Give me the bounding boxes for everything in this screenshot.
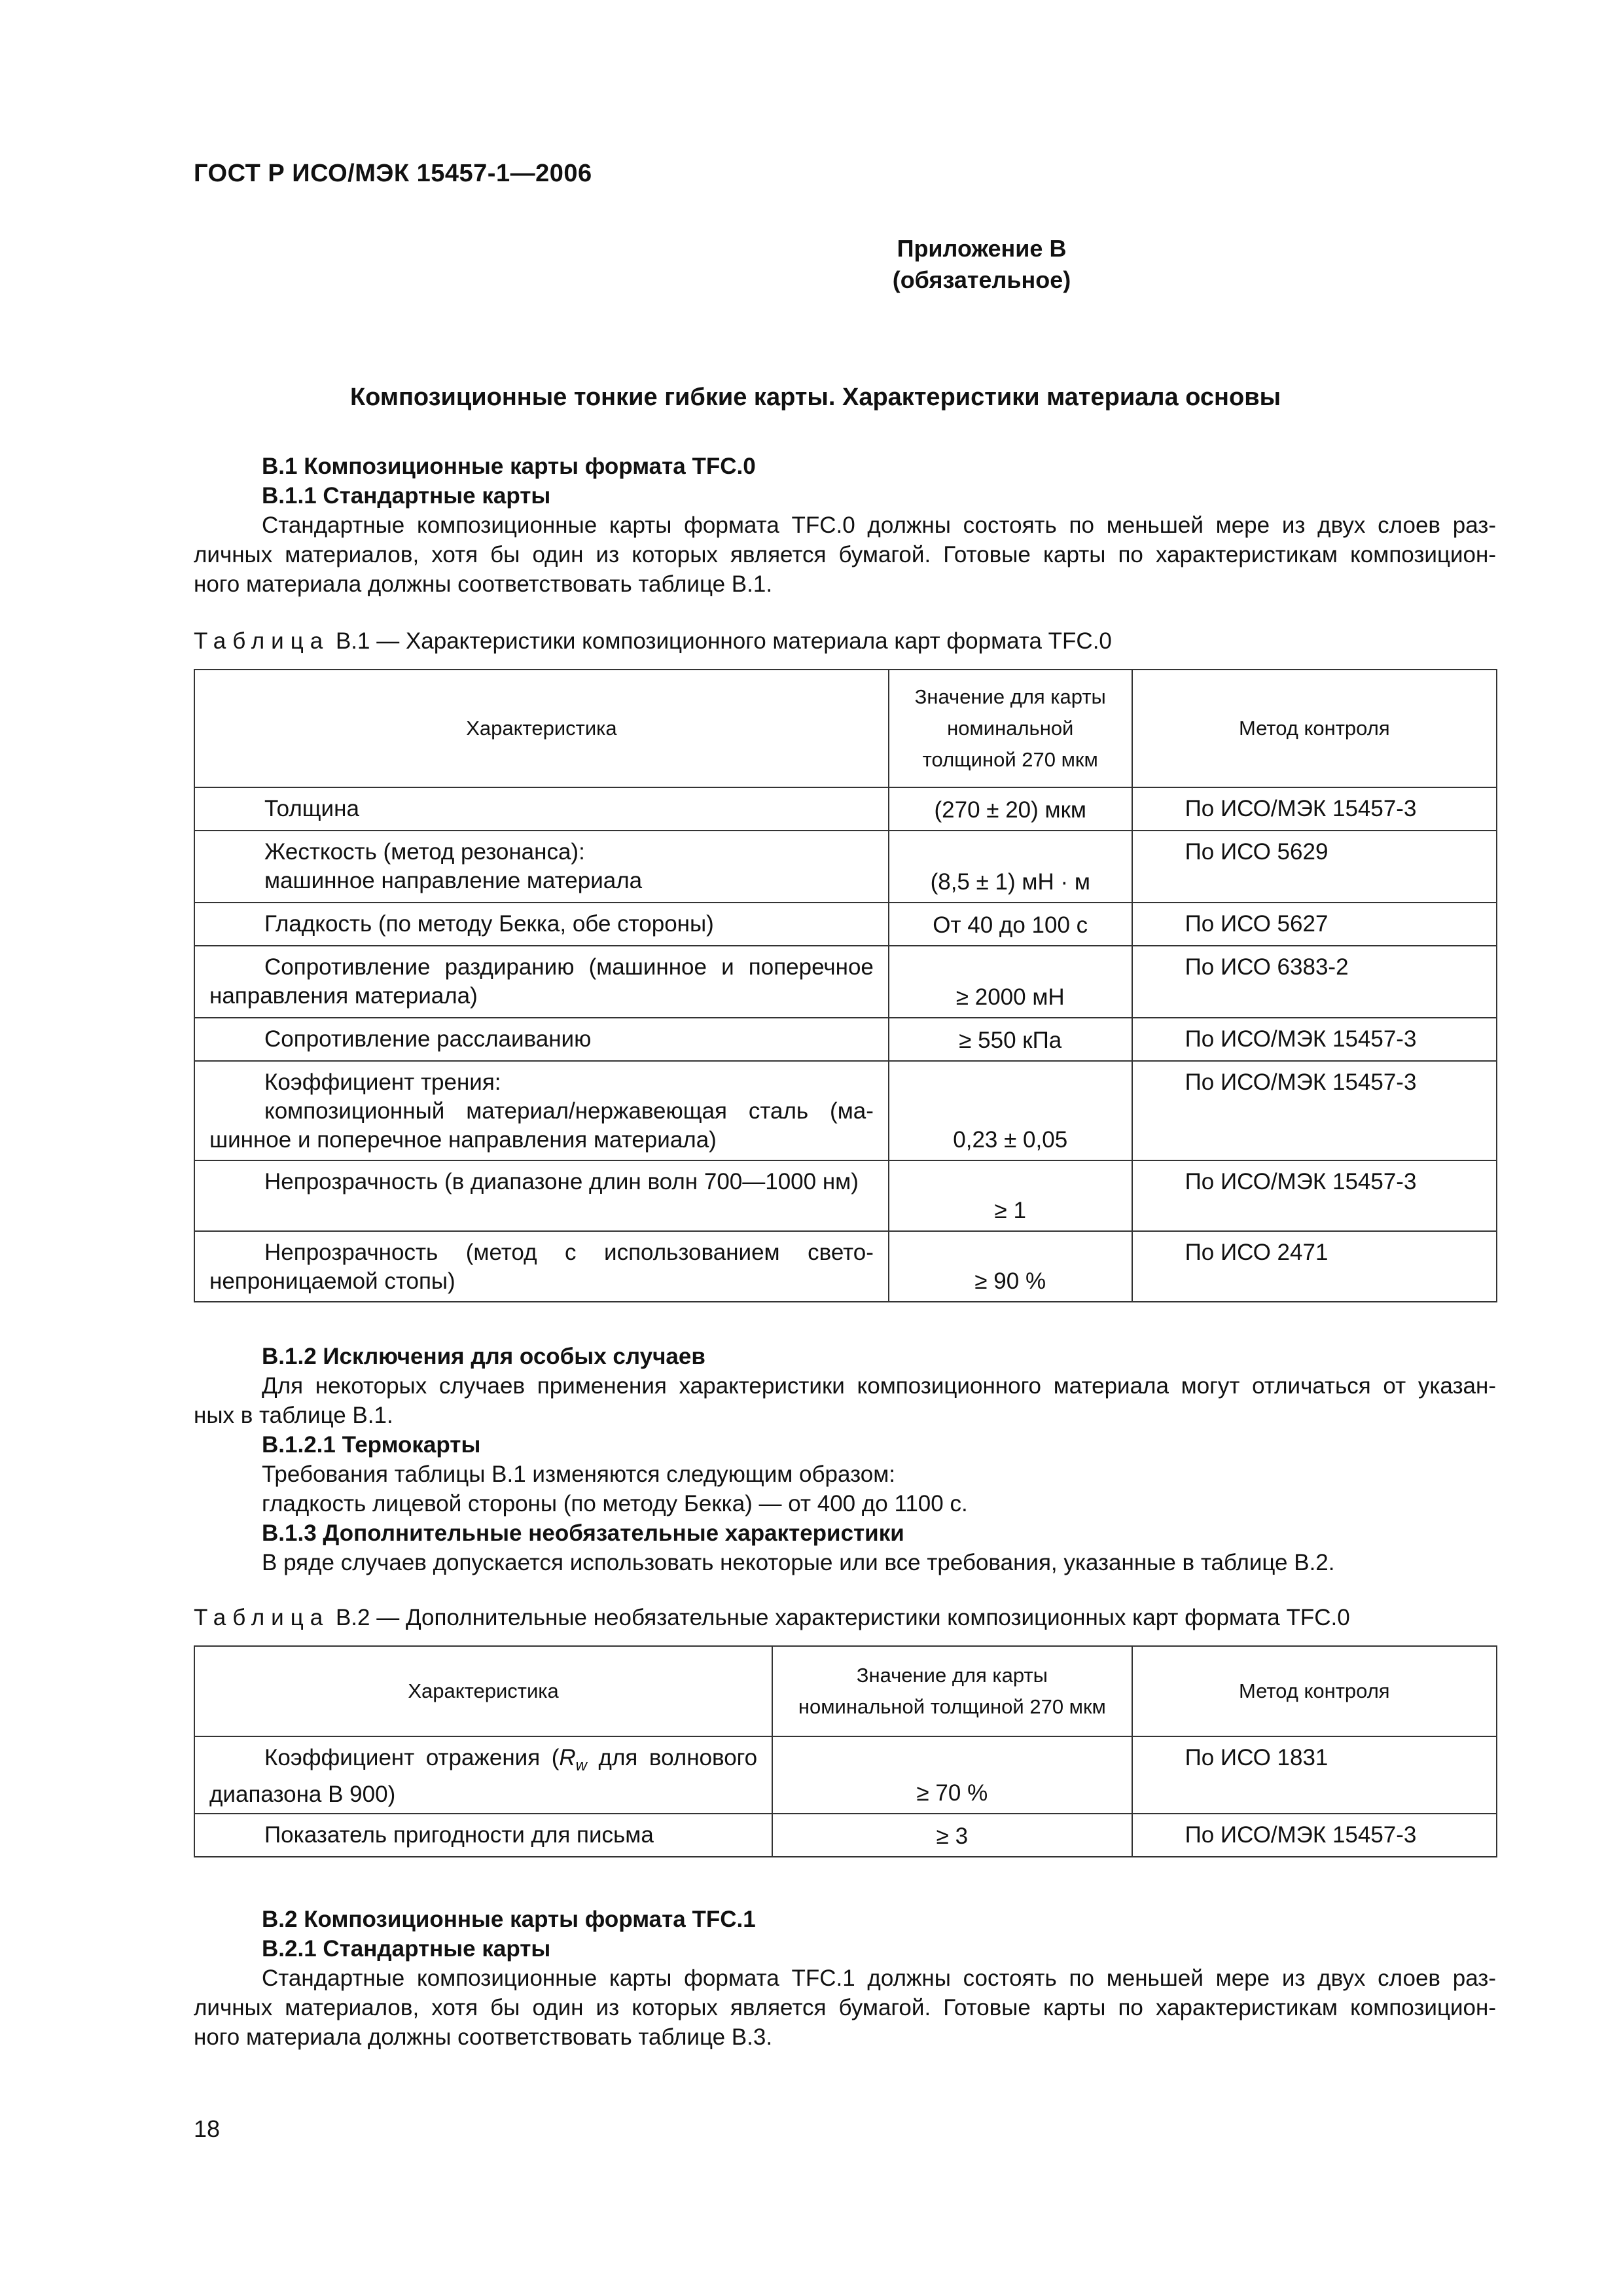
table-row bbox=[194, 1736, 1497, 1814]
cell-text: Непрозрачность (метод с использованием свето- bbox=[264, 1240, 874, 1265]
paragraph-line: личных материалов, хотя бы один из которых является бумагой. Готовые карты по характеристикам композицион- bbox=[194, 542, 1496, 567]
header-value-line: толщиной 270 мкм bbox=[922, 748, 1098, 771]
cell-characteristic bbox=[194, 1160, 889, 1231]
table-b2 bbox=[194, 1645, 1497, 1857]
header-value bbox=[772, 1646, 1132, 1736]
header-value bbox=[889, 670, 1132, 787]
section-b2 bbox=[194, 1905, 1496, 2052]
annex-label bbox=[0, 233, 1623, 296]
section-b12 bbox=[194, 1342, 1496, 1577]
subsection-heading: В.1.2.1 Термокарты bbox=[262, 1432, 481, 1458]
cell-method: По ИСО/МЭК 15457-3 bbox=[1132, 1018, 1497, 1061]
cell-text: машинное направление материала bbox=[264, 868, 643, 893]
cell-method: По ИСО 5629 bbox=[1132, 831, 1497, 903]
cell-method: По ИСО/МЭК 15457-3 bbox=[1132, 1814, 1497, 1857]
cell-characteristic bbox=[194, 1814, 772, 1857]
cell-value: 0,23 ± 0,05 bbox=[889, 1061, 1132, 1160]
cell-text: Жесткость (метод резонанса): bbox=[264, 839, 585, 865]
table1-caption bbox=[194, 628, 1112, 655]
caption-prefix: Таблица bbox=[194, 628, 330, 654]
paragraph-line: гладкость лицевой стороны (по методу Бекка) — от 400 до 1100 с. bbox=[262, 1491, 968, 1516]
table-row bbox=[194, 1018, 1497, 1061]
table-row bbox=[194, 903, 1497, 946]
caption-text: В.2 — Дополнительные необязательные характеристики композиционных карт формата TFC.0 bbox=[329, 1605, 1350, 1630]
page-number: 18 bbox=[194, 2115, 221, 2142]
cell-characteristic bbox=[194, 1061, 889, 1160]
cell-value: ≥ 70 % bbox=[772, 1736, 1132, 1814]
cell-value: ≥ 1 bbox=[889, 1160, 1132, 1231]
cell-characteristic bbox=[194, 1231, 889, 1302]
header-value-line: номинальной толщиной 270 мкм bbox=[798, 1695, 1106, 1718]
cell-text bbox=[209, 1744, 757, 1780]
cell-text: Показатель пригодности для письма bbox=[264, 1822, 654, 1848]
paragraph-line: Стандартные композиционные карты формата TFC.1 должны состоять по меньшей мере из двух слоев раз- bbox=[262, 1965, 1496, 1991]
header-value-line: Значение для карты bbox=[856, 1664, 1048, 1687]
cell-value: ≥ 90 % bbox=[889, 1231, 1132, 1302]
cell-value: (8,5 ± 1) мН · м bbox=[889, 831, 1132, 903]
variable-subscript: w bbox=[575, 1757, 588, 1774]
cell-characteristic bbox=[194, 946, 889, 1018]
cell-text: непроницаемой стопы) bbox=[209, 1268, 455, 1294]
cell-text: композиционный материал/нержавеющая сталь (ма- bbox=[264, 1098, 874, 1124]
cell-text: Непрозрачность (в диапазоне длин волн 700—1000 нм) bbox=[264, 1169, 859, 1194]
cell-text: Коэффициент трения: bbox=[264, 1069, 501, 1095]
cell-method: По ИСО 5627 bbox=[1132, 903, 1497, 946]
cell-text: шинное и поперечное направления материала) bbox=[209, 1127, 717, 1153]
paragraph-line: ных в таблице В.1. bbox=[194, 1403, 393, 1428]
table-row bbox=[194, 787, 1497, 831]
table-header-row bbox=[194, 670, 1497, 787]
cell-characteristic bbox=[194, 1736, 772, 1814]
cell-value: (270 ± 20) мкм bbox=[889, 787, 1132, 831]
header-characteristic: Характеристика bbox=[194, 1646, 772, 1736]
cell-method: По ИСО/МЭК 15457-3 bbox=[1132, 787, 1497, 831]
standard-code: ГОСТ Р ИСО/МЭК 15457-1—2006 bbox=[194, 160, 592, 187]
cell-text: Сопротивление раздиранию (машинное и поперечное bbox=[264, 954, 874, 980]
cell-method: По ИСО/МЭК 15457-3 bbox=[1132, 1160, 1497, 1231]
subsection-heading: В.2.1 Стандартные карты bbox=[262, 1936, 551, 1962]
header-method: Метод контроля bbox=[1132, 670, 1497, 787]
cell-value: От 40 до 100 с bbox=[889, 903, 1132, 946]
cell-value: ≥ 550 кПа bbox=[889, 1018, 1132, 1061]
cell-value: ≥ 2000 мН bbox=[889, 946, 1132, 1018]
paragraph-line: Для некоторых случаев применения характеристики композиционного материала могут отличаться от указан- bbox=[262, 1373, 1496, 1399]
cell-characteristic bbox=[194, 831, 889, 903]
annex-heading: Композиционные тонкие гибкие карты. Характеристики материала основы bbox=[349, 384, 1281, 411]
table-row bbox=[194, 831, 1497, 903]
table-row bbox=[194, 1231, 1497, 1302]
variable-symbol: R bbox=[559, 1745, 576, 1770]
annex-status: (обязательное) bbox=[892, 266, 1071, 293]
cell-characteristic bbox=[194, 1018, 889, 1061]
cell-text: диапазона В 900) bbox=[209, 1782, 396, 1807]
cell-method: По ИСО/МЭК 15457-3 bbox=[1132, 1061, 1497, 1160]
table-b1 bbox=[194, 669, 1497, 1302]
section-heading: В.1.2 Исключения для особых случаев bbox=[262, 1344, 705, 1369]
paragraph-line: В ряде случаев допускается использовать некоторые или все требования, указанные в таблице В.2. bbox=[262, 1550, 1335, 1575]
header-value-line: Значение для карты bbox=[914, 685, 1106, 708]
paragraph-line: личных материалов, хотя бы один из которых является бумагой. Готовые карты по характеристикам композицион- bbox=[194, 1995, 1496, 2020]
table2-caption bbox=[194, 1605, 1350, 1631]
table-row bbox=[194, 1814, 1497, 1857]
table-row bbox=[194, 1160, 1497, 1231]
section-heading: В.1 Композиционные карты формата TFC.0 bbox=[262, 454, 756, 479]
section-heading: В.1.3 Дополнительные необязательные характеристики bbox=[262, 1520, 904, 1546]
cell-characteristic bbox=[194, 903, 889, 946]
header-value-line: номинальной bbox=[947, 717, 1074, 740]
paragraph-line: ного материала должны соответствовать таблице В.1. bbox=[194, 571, 773, 597]
cell-method: По ИСО 2471 bbox=[1132, 1231, 1497, 1302]
table-row bbox=[194, 1061, 1497, 1160]
annex-title: Приложение В bbox=[897, 235, 1067, 262]
cell-text: Толщина bbox=[264, 796, 359, 821]
paragraph-line: Требования таблицы В.1 изменяются следующим образом: bbox=[262, 1462, 896, 1487]
paragraph-line: ного материала должны соответствовать таблице В.3. bbox=[194, 2024, 773, 2050]
cell-text: Сопротивление расслаиванию bbox=[264, 1026, 592, 1052]
table-row bbox=[194, 946, 1497, 1018]
caption-prefix: Таблица bbox=[194, 1605, 330, 1630]
caption-text: В.1 — Характеристики композиционного материала карт формата TFC.0 bbox=[329, 628, 1112, 654]
section-b1 bbox=[194, 452, 1496, 599]
cell-value: ≥ 3 bbox=[772, 1814, 1132, 1857]
table-header-row bbox=[194, 1646, 1497, 1736]
header-method: Метод контроля bbox=[1132, 1646, 1497, 1736]
cell-method: По ИСО 6383-2 bbox=[1132, 946, 1497, 1018]
cell-text-part: для волнового bbox=[587, 1745, 758, 1770]
cell-method: По ИСО 1831 bbox=[1132, 1736, 1497, 1814]
section-heading: В.2 Композиционные карты формата TFC.1 bbox=[262, 1907, 756, 1932]
subsection-heading: В.1.1 Стандартные карты bbox=[262, 483, 551, 509]
cell-characteristic bbox=[194, 787, 889, 831]
cell-text: направления материала) bbox=[209, 983, 478, 1009]
paragraph-line: Стандартные композиционные карты формата TFC.0 должны состоять по меньшей мере из двух слоев раз- bbox=[262, 512, 1496, 538]
cell-text-part: Коэффициент отражения ( bbox=[264, 1745, 560, 1770]
header-characteristic: Характеристика bbox=[194, 670, 889, 787]
cell-text: Гладкость (по методу Бекка, обе стороны) bbox=[264, 911, 714, 937]
